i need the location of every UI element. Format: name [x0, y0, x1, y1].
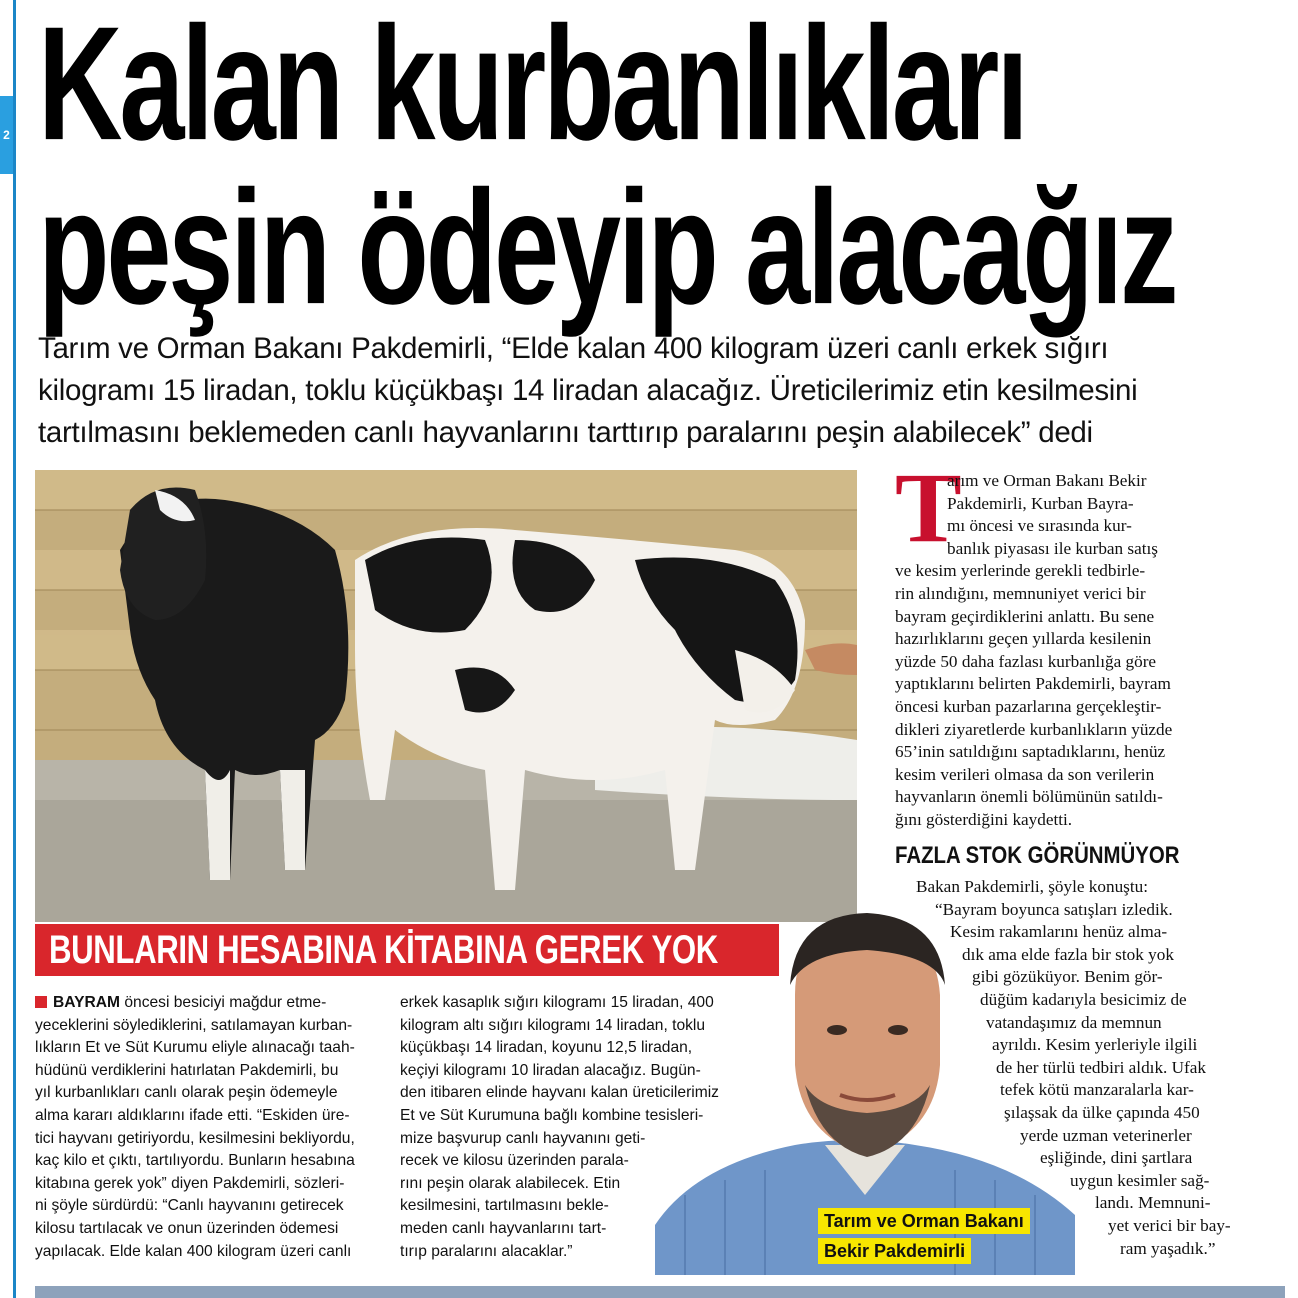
body-line: 65’inin satıldığını saptadıklarını, henüz [895, 742, 1166, 762]
body-line: hazırlıklarını geçen yıllarda kesilenin [895, 629, 1152, 649]
body-line: alma kararı aldıklarını ifade etti. “Eskiden üre- [35, 1106, 350, 1124]
body-line: ayrıldı. Kesim yerleriyle ilgili [992, 1035, 1198, 1055]
body-line: keçiyi kilogramı 10 liradan alacağız. Bugün- [400, 1061, 701, 1079]
body-line: şılaşsak da ülke çapında 450 [1004, 1102, 1200, 1122]
body-line: tırıp paralarını alacaklar.” [400, 1242, 573, 1260]
headline-line-1: Kalan kurbanlıkları [38, 0, 1026, 174]
body-column-1 [35, 992, 395, 1263]
caption-title: Tarım ve Orman Bakanı [818, 1208, 1030, 1234]
lead-rest: öncesi besiciyi mağdur etme- [120, 994, 327, 1011]
red-banner-text: BUNLARIN HESABINA KİTABINA GEREK YOK [49, 928, 718, 972]
drop-cap: T [895, 452, 962, 563]
subheading: FAZLA STOK GÖRÜNMÜYOR [895, 842, 1180, 869]
body-line: mize başvurup canlı hayvanını geti- [400, 1129, 646, 1147]
body-line: den itibaren elinde hayvanı kalan üreticilerimiz [400, 1084, 719, 1102]
cattle-photo [35, 470, 857, 922]
deck-line: kilogramı 15 liradan, toklu küçükbaşı 14 liradan alacağız. Üreticilerimiz etin kesilmesini [38, 374, 1138, 407]
right-column-text [895, 470, 1280, 832]
deck-line: Tarım ve Orman Bakanı Pakdemirli, “Elde kalan 400 kilogram üzeri canlı erkek sığırı [38, 332, 1109, 365]
body-line: ni şöyle sürdürdü: “Canlı hayvanını getirecek [35, 1197, 344, 1215]
body-line: gibi gözüküyor. Benim gör- [972, 967, 1163, 987]
body-line: uygun kesimler sağ- [1070, 1170, 1210, 1190]
body-line: lıkların Et ve Süt Kurumu eliyle alınacağı taah- [35, 1039, 355, 1057]
bottom-rule [35, 1286, 1285, 1298]
body-line: recek ve kilosu üzerinden parala- [400, 1152, 629, 1170]
body-line: landı. Memnuni- [1095, 1193, 1211, 1213]
body-line: banlık piyasası ile kurban satış [947, 538, 1158, 558]
body-line: eşliğinde, dini şartlara [1040, 1148, 1193, 1168]
body-line: erkek kasaplık sığırı kilogramı 15 liradan, 400 [400, 994, 714, 1011]
body-line: Pakdemirli, Kurban Bayra- [947, 493, 1134, 513]
headline-line-2: peşin ödeyip alacağız [38, 156, 1176, 338]
body-line: Kesim rakamlarını henüz alma- [950, 922, 1168, 942]
body-line: yüzde 50 daha fazlası kurbanlığa göre [895, 651, 1157, 671]
body-line: yeceklerini söylediklerini, satılamayan kurban- [35, 1016, 353, 1034]
body-line: ve kesim yerlerinde gerekli tedbirle- [895, 561, 1146, 581]
quote-block [880, 876, 1280, 1260]
body-line: hüdünü verdiklerini hatırlatan Pakdemirli, bu [35, 1061, 339, 1079]
body-line: ğını gösterdiğini kaydetti. [895, 809, 1073, 829]
section-tab-label: 2 [3, 128, 10, 142]
body-line: kaç kilo et çıktı, tartılıyordu. Bunların hesabına [35, 1152, 355, 1170]
body-line: de her türlü tedbiri aldık. Ufak [996, 1057, 1207, 1077]
lead-keyword: BAYRAM [53, 994, 121, 1011]
body-line: kesim verileri olmasa da son verilerin [895, 764, 1155, 784]
body-line: düğüm kadarıyla besicimiz de [980, 989, 1187, 1009]
body-line: dık ama elde fazla bir stok yok [962, 944, 1174, 964]
body-line: yet verici bir bay- [1108, 1215, 1231, 1235]
body-line: rını peşin olarak alabilecek. Etin [400, 1174, 621, 1192]
caption-name: Bekir Pakdemirli [818, 1238, 971, 1264]
body-line: yerde uzman veterinerler [1020, 1125, 1192, 1145]
deck-summary [38, 328, 1278, 454]
section-tab [0, 96, 13, 174]
body-line: tici hayvanı getiriyordu, kesilmesini bekliyordu, [35, 1129, 355, 1147]
body-line: mı öncesi ve sırasında kur- [947, 516, 1132, 536]
body-line: Et ve Süt Kurumuna bağlı kombine tesisleri- [400, 1106, 704, 1124]
page-edge-bar [0, 0, 16, 1298]
body-line: rin alındığını, memnuniyet verici bir [895, 583, 1146, 603]
body-line: tefek kötü manzaralarla kar- [1000, 1080, 1194, 1100]
deck-line: tartılmasını beklemeden canlı hayvanlarını tarttırıp paralarını peşin alabilecek” dedi [38, 416, 1093, 449]
red-square-icon [35, 996, 47, 1008]
body-line: yaptıklarını belirten Pakdemirli, bayram [895, 674, 1171, 694]
body-line: kilosu tartılacak ve onun üzerinden ödemesi [35, 1219, 339, 1237]
body-line: kesilmesini, tartılmasını bekle- [400, 1197, 609, 1215]
lead-line [35, 992, 395, 1015]
body-line: hayvanların önemli bölümünün satıldı- [895, 787, 1163, 807]
body-line: arım ve Orman Bakanı Bekir [947, 471, 1147, 490]
body-line: kilogram altı sığırı kilogramı 14 liradan, toklu [400, 1016, 706, 1034]
body-line: Bakan Pakdemirli, şöyle konuştu: [916, 877, 1149, 896]
body-line: meden canlı hayvanlarını tart- [400, 1219, 607, 1237]
body-line: vatandaşımız da memnun [986, 1012, 1162, 1032]
body-line: “Bayram boyunca satışları izledik. [935, 899, 1173, 919]
photo-caption [818, 1208, 1030, 1268]
body-line: bayram geçirdiklerini anlattı. Bu sene [895, 606, 1155, 626]
body-line: yapılacak. Elde kalan 400 kilogram üzeri canlı [35, 1242, 352, 1260]
body-line: küçükbaşı 14 liradan, koyunu 12,5 liradan, [400, 1039, 693, 1057]
body-line: ram yaşadık.” [1120, 1238, 1216, 1258]
body-line: öncesi kurban pazarlarına gerçekleştir- [895, 696, 1162, 716]
body-line: kitabına gerek yok” diyen Pakdemirli, sözleri- [35, 1174, 345, 1192]
body-line: dikleri ziyaretlerde kurbanlıkların yüzde [895, 719, 1173, 739]
body-line: yıl kurbanlıkları canlı olarak peşin ödemeyle [35, 1084, 338, 1102]
